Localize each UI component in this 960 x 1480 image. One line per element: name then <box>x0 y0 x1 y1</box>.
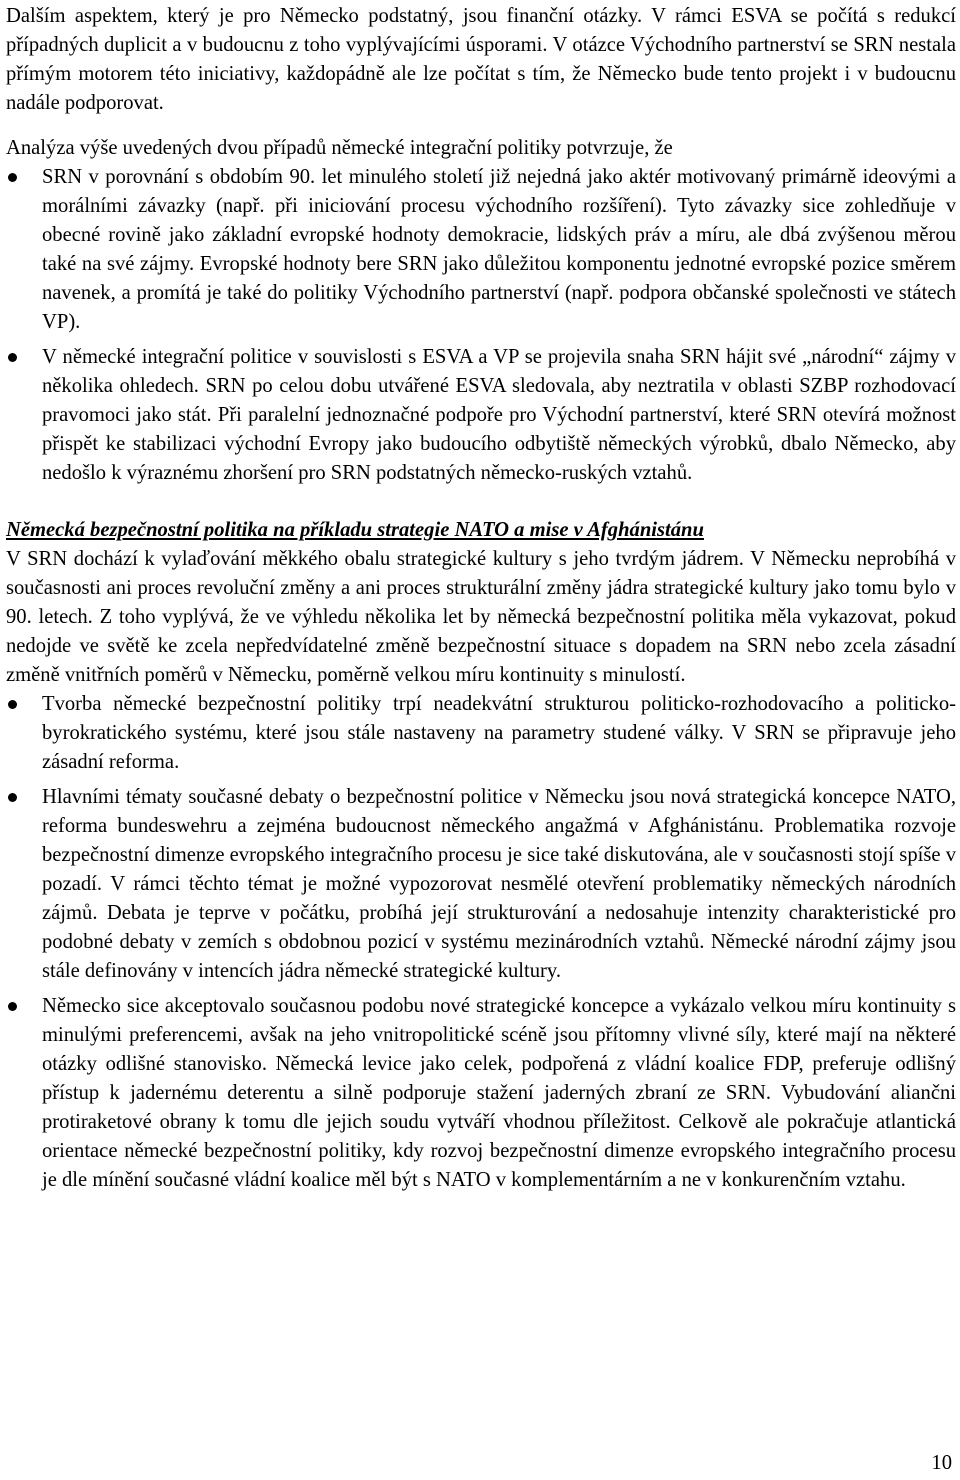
list-item <box>6 690 956 777</box>
bullet-icon <box>8 353 17 362</box>
bullet-icon <box>8 700 17 709</box>
document-page <box>6 2 956 1201</box>
intro-paragraph: Dalším aspektem, který je pro Německo podstatný, jsou finanční otázky. V rámci ESVA se počítá s redukcí případných duplicit a v budoucnu z toho vyplývajícími úsporami. V otázce Východního partnerství se SRN nestala přímým motorem této iniciativy, každopádně ale lze počítat s tím, že Německo bude tento projekt i v budoucnu nadále podporovat. <box>6 5 956 114</box>
bullet-icon <box>8 173 17 182</box>
bullet-icon <box>8 793 17 802</box>
analysis-bullet-list <box>6 163 956 488</box>
spacer <box>6 494 956 516</box>
spacer <box>6 118 956 134</box>
page-number: 10 <box>931 1452 952 1474</box>
list-item-text: SRN v porovnání s obdobím 90. let minulého století již nejedná jako aktér motivovaný primárně ideovými a morálními závazky (např. při iniciování procesu východního rozšíření). Tyto závazky sice zohledňuje v obecné rovině jako základní evropské hodnoty demokracie, lidských práv a míru, ale dbá zvýšenou měrou také na své zájmy. Evropské hodnoty bere SRN jako důležitou komponentu jednotné evropské pozice směrem navenek, a promítá je také do politiky Východního partnerství (např. podpora občanské společnosti ve státech VP). <box>42 166 956 333</box>
list-item <box>6 343 956 488</box>
list-item <box>6 992 956 1195</box>
section-heading: Německá bezpečnostní politika na příkladu strategie NATO a mise v Afghánistánu <box>6 519 704 541</box>
list-item-text: Německo sice akceptovalo současnou podobu nové strategické koncepce a vykázalo velkou míru kontinuity s minulými preferencemi, avšak na jeho vnitropolitické scéně jsou přítomny vlivné síly, které mají na některé otázky odlišné stanovisko. Německá levice jako celek, podpořená z vládní koalice FDP, preferuje odlišný přístup k jadernému deterentu a silně podporuje stažení jaderných zbraní ze SRN. Vybudování aliančni protiraketové obrany k tomu dle jejich soudu vytváří vhodnou příležitost. Celkově ale pokračuje atlantická orientace německé bezpečnostní politiky, kdy rozvoj bezpečnostní dimenze evropského integračního procesu je dle mínění současné vládní koalice měl být s NATO v komplementárním a ne v konkurenčním vztahu. <box>42 995 956 1191</box>
list-item-text: Hlavními tématy současné debaty o bezpečnostní politice v Německu jsou nová strategická koncepce NATO, reforma bundeswehru a zejména budoucnost německého angažmá v Afghánistánu. Problematika rozvoje bezpečnostní dimenze evropského integračního procesu je sice také diskutována, ale v současnosti stojí spíše v pozadí. V rámci těchto témat je možné vypozorovat nesmělé otevření problematiky německých národních zájmů. Debata je teprve v počátku, probíhá její strukturování a nedosahuje intenzity charakteristické pro podobné debaty v zemích s obdobnou pozicí v systému mezinárodních vztahů. Německé národní zájmy jsou stále definovány v intencích jádra německé strategické kultury. <box>42 786 956 982</box>
analysis-lead: Analýza výše uvedených dvou případů německé integrační politiky potvrzuje, že <box>6 137 673 159</box>
bullet-icon <box>8 1002 17 1011</box>
list-item <box>6 783 956 986</box>
list-item-text: Tvorba německé bezpečnostní politiky trpí neadekvátní strukturou politicko-rozhodovacího a politicko-byrokratického systému, které jsou stále nastaveny na parametry studené války. V SRN se připravuje jeho zásadní reforma. <box>42 693 956 773</box>
section-bullet-list <box>6 690 956 1195</box>
list-item-text: V německé integrační politice v souvislosti s ESVA a VP se projevila snaha SRN hájit své „národní“ zájmy v několika ohledech. SRN po celou dobu utvářené ESVA sledovala, aby neztratila v oblasti SZBP rozhodovací pravomoci jako stát. Při paralelní jednoznačné podpoře pro Východní partnerství, které SRN otevírá možnost přispět ke stabilizaci východní Evropy jako budoucího odbytiště německých výrobků, dbalo Německo, aby nedošlo k výraznému zhoršení pro SRN podstatných německo-ruských vztahů. <box>42 346 956 484</box>
list-item <box>6 163 956 337</box>
section-paragraph: V SRN dochází k vylaďování měkkého obalu strategické kultury s jeho tvrdým jádrem. V Německu neprobíhá v současnosti ani proces revoluční změny a ani proces strukturální změny jádra strategické kultury jako tomu bylo v 90. letech. Z toho vyplývá, že ve výhledu několika let by německá bezpečnostní politika měla vykazovat, pokud nedojde ve světě ke zcela nepředvídatelné změně bezpečnostní situace s dopadem na SRN nebo zcela zásadní změně vnitřních poměrů v Německu, poměrně velkou míru kontinuity s minulostí. <box>6 548 956 686</box>
